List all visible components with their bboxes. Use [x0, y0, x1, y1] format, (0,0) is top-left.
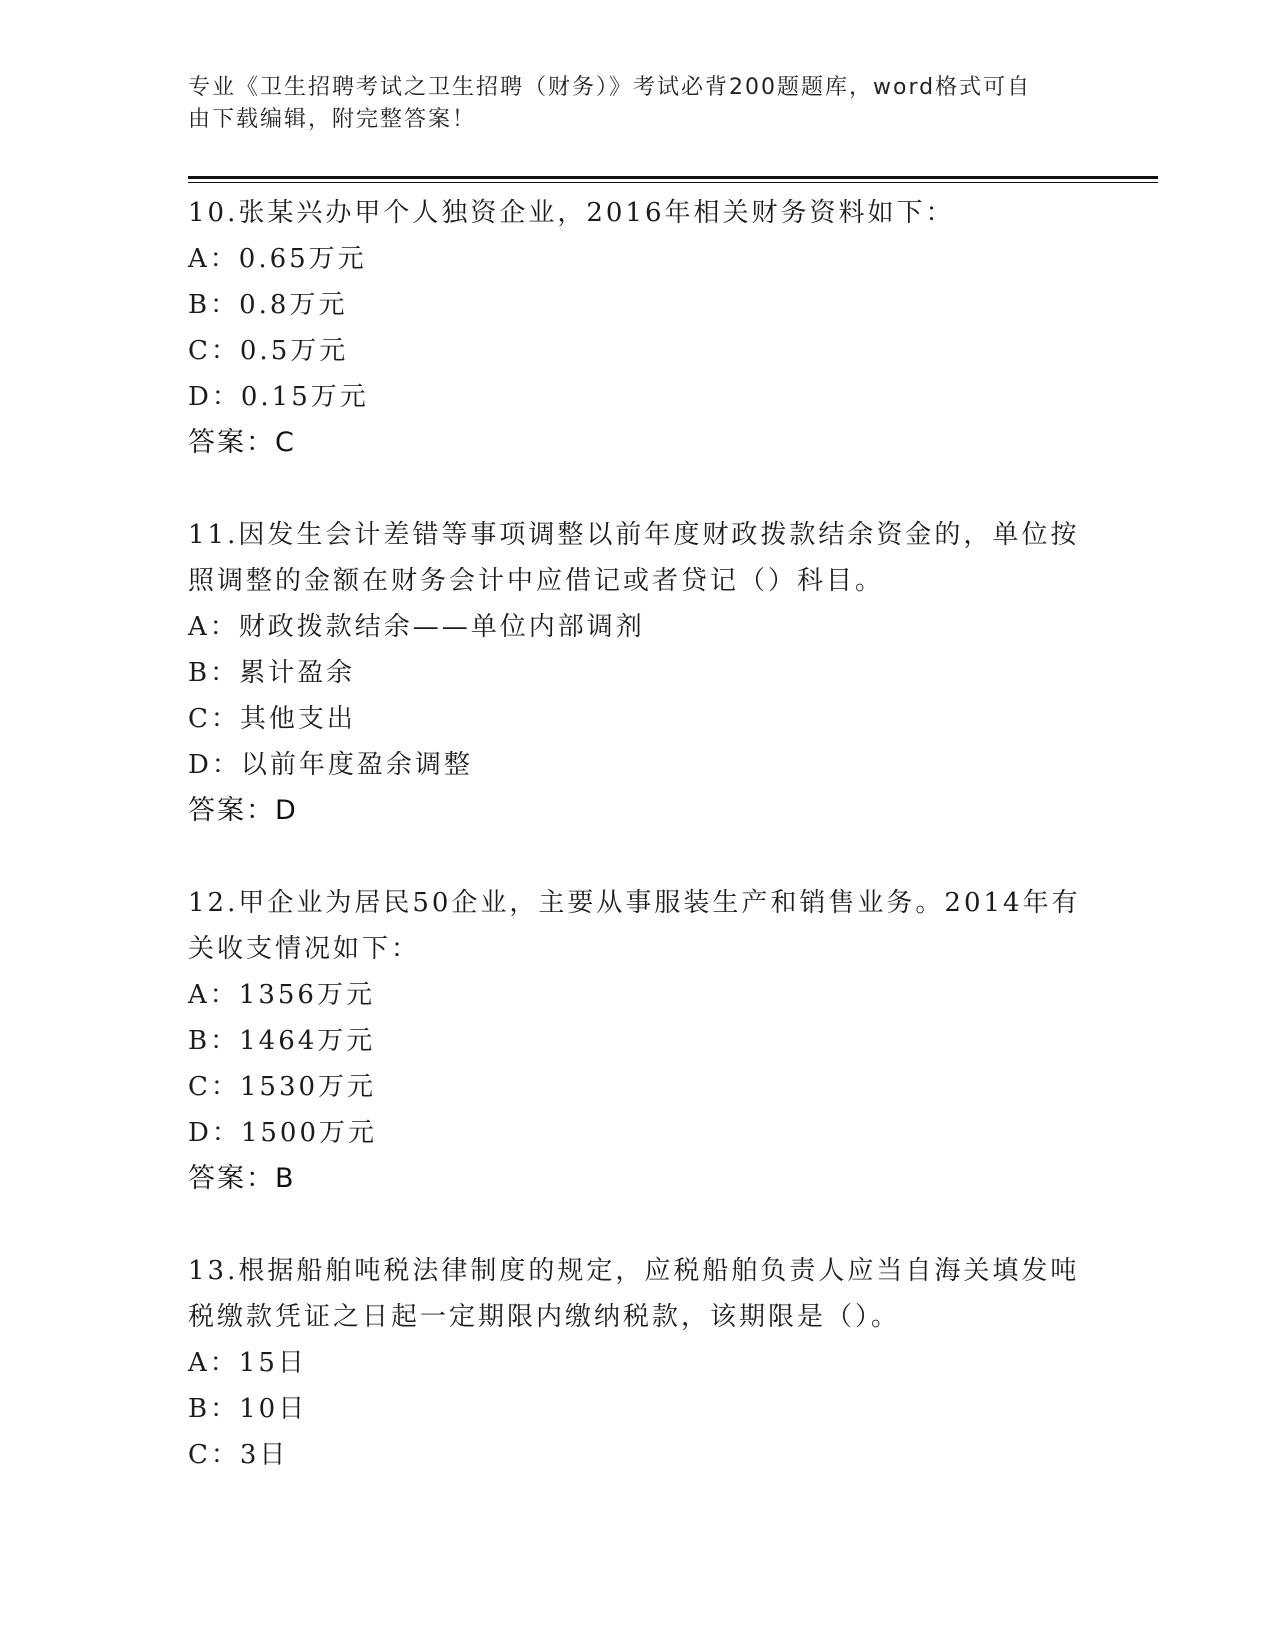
question-stem: 13.根据船舶吨税法律制度的规定，应税船舶负责人应当自海关填发吨税缴款凭证之日起一定期限内缴纳税款，该期限是（）。 [188, 1256, 1080, 1332]
option-a: A：15日 [188, 1348, 307, 1378]
header-divider-thick [188, 176, 1158, 179]
option-b: B：累计盈余 [188, 658, 356, 688]
option-a: A：1356万元 [188, 980, 375, 1010]
header-divider-thin [188, 182, 1158, 183]
question-stem: 10.张某兴办甲个人独资企业，2016年相关财务资料如下： [188, 198, 955, 228]
option-b: B：0.8万元 [188, 290, 348, 320]
option-c: C：3日 [188, 1440, 289, 1470]
option-a: A：财政拨款结余——单位内部调剂 [188, 612, 645, 642]
question-11 [188, 512, 1088, 834]
answer-label: 答案：C [188, 427, 296, 458]
option-d: D：以前年度盈余调整 [188, 750, 473, 780]
question-13 [188, 1248, 1088, 1478]
question-12 [188, 880, 1088, 1202]
question-stem: 11.因发生会计差错等事项调整以前年度财政拨款结余资金的，单位按照调整的金额在财务会计中应借记或者贷记（）科目。 [188, 520, 1080, 596]
option-b: B：1464万元 [188, 1026, 376, 1056]
option-c: C：0.5万元 [188, 336, 349, 366]
option-c: C：其他支出 [188, 704, 356, 734]
header-line-1: 专业《卫生招聘考试之卫生招聘（财务）》考试必背200题题库，word格式可自 [188, 75, 1032, 100]
option-d: D：0.15万元 [188, 382, 369, 412]
header-line-2: 由下载编辑，附完整答案！ [188, 107, 477, 132]
option-b: B：10日 [188, 1394, 308, 1424]
document-header [188, 72, 1068, 136]
question-10 [188, 190, 1088, 466]
option-c: C：1530万元 [188, 1072, 377, 1102]
question-stem: 12.甲企业为居民50企业，主要从事服装生产和销售业务。2014年有关收支情况如下： [188, 888, 1081, 964]
answer-label: 答案：D [188, 795, 298, 826]
answer-label: 答案：B [188, 1163, 296, 1194]
question-list [188, 190, 1088, 1524]
option-a: A：0.65万元 [188, 244, 367, 274]
option-d: D：1500万元 [188, 1118, 378, 1148]
